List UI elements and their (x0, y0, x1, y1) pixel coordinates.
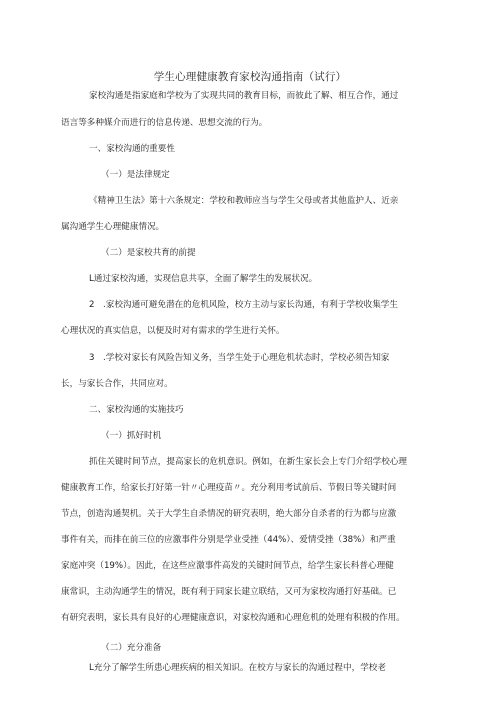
section1-sub1-heading: （一）是法律规定 (101, 170, 170, 180)
section2-sub1-heading: （一）抓好时机 (101, 431, 162, 441)
section1-item-2-line-2: 心理状况的真实信息，以便及时对有需求的学生进行关怀。 (61, 326, 285, 336)
section1-item-3-line-2: 长，与家长合作，共同应对。 (61, 379, 173, 389)
section2-sub2-line-1: L充分了解学生所患心理疾病的相关知识。在校方与家长的沟通过程中，学校老 (89, 663, 386, 673)
section2-sub1-line-5: 家庭冲突（19%）。因此，在这些应激事件高发的关键时间节点，给学生家长科普心理健 (61, 561, 394, 571)
section2-sub1-line-2: 健康教育工作，给家长打好第一针〃心理疫苗〃。充分利用考试前后、节假日等关键时间 (61, 483, 397, 493)
section2-sub1-line-1: 抓住关键时间节点，提高家长的危机意识。例如，在新生家长会上专门介绍学校心理 (89, 457, 407, 467)
section2-sub1-line-4: 事件有关，而排在前三位的应激事件分别是学业受挫（44%）、爱情受挫（38%）和严重 (61, 535, 396, 545)
intro-line-2: 语言等多种媒介而进行的信息传递、思想交流的行为。 (61, 118, 268, 128)
section1-heading: 一、家校沟通的重要性 (89, 144, 175, 154)
section2-sub2-heading: （二）充分准备 (101, 643, 162, 653)
section1-sub2-heading: （二）是家校共育的前提 (101, 248, 196, 258)
section1-sub1-line-1: 《精神卫生法》第十六条规定：学校和教师应当与学生父母或者其他监护人、近亲 (89, 196, 399, 206)
section2-heading: 二、家校沟通的实施技巧 (89, 405, 184, 415)
section1-item-1: L通过家校沟通，实现信息共享，全面了解学生的发展状况。 (89, 274, 318, 284)
section2-sub1-line-6: 康常识，主动沟通学生的情况，既有利于同家长建立联结，又可为家校沟通打好基础。已 (61, 587, 397, 597)
section1-item-2-line-1: 2 .家校沟通可避免潜在的危机风险，校方主动与家长沟通，有利于学校收集学生 (89, 300, 398, 310)
section2-sub1-line-3: 节点，创造沟通契机。关于大学生自杀情况的研究表明，绝大部分自杀者的行为都与应激 (61, 509, 397, 519)
section1-item-3-line-1: 3 .学校对家长有风险告知义务，当学生处于心理危机状态时，学校必须告知家 (89, 353, 390, 363)
section2-sub1-line-7: 有研究表明，家长具有良好的心理健康意识，对家校沟通和心理危机的处理有积极的作用。 (61, 613, 405, 623)
intro-line-1: 家校沟通是指家庭和学校为了实现共同的教育目标，而彼此了解、相互合作，通过 (89, 91, 399, 101)
section1-sub1-line-2: 属沟通学生心理健康情况。 (61, 222, 165, 232)
document-title: 学生心理健康教育家校沟通指南（试行） (153, 71, 347, 83)
